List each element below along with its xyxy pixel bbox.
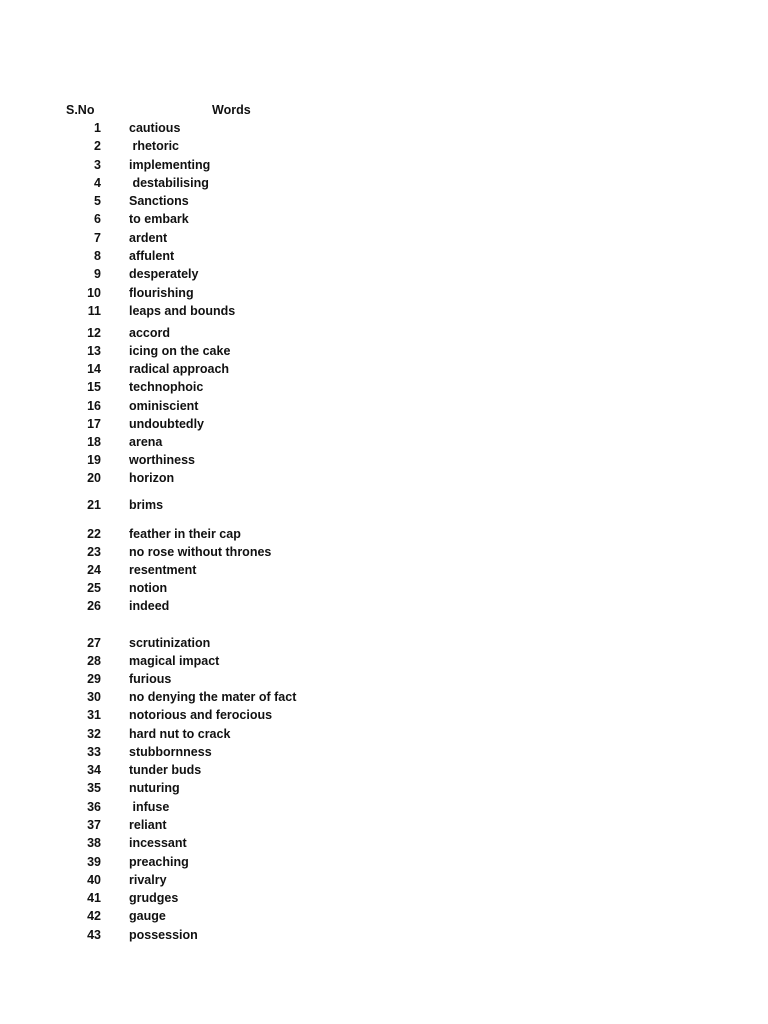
table-row [0, 653, 768, 669]
table-row [0, 325, 768, 341]
row-word: worthiness [129, 453, 195, 467]
row-number: 40 [87, 873, 101, 887]
row-word: Sanctions [129, 194, 189, 208]
row-number: 36 [87, 800, 101, 814]
row-number: 8 [94, 249, 101, 263]
row-number: 22 [87, 527, 101, 541]
table-row [0, 598, 768, 614]
table-row [0, 379, 768, 395]
row-word: possession [129, 928, 198, 942]
table-row [0, 544, 768, 560]
row-word: technophoic [129, 380, 204, 394]
row-word: icing on the cake [129, 344, 231, 358]
row-word: cautious [129, 121, 181, 135]
row-word: ardent [129, 231, 168, 245]
row-word: notorious and ferocious [129, 708, 273, 722]
table-row [0, 635, 768, 651]
table-row [0, 193, 768, 209]
row-number: 38 [87, 836, 101, 850]
row-number: 11 [87, 304, 101, 318]
row-number: 1 [94, 121, 101, 135]
row-number: 5 [94, 194, 101, 208]
row-word: to embark [129, 212, 189, 226]
row-number: 14 [87, 362, 101, 376]
row-number: 41 [87, 891, 101, 905]
row-word: notion [129, 581, 168, 595]
table-row [0, 248, 768, 264]
table-row [0, 707, 768, 723]
row-word: radical approach [129, 362, 230, 376]
table-row [0, 266, 768, 282]
row-number: 29 [87, 672, 101, 686]
table-row [0, 780, 768, 796]
row-word: furious [129, 672, 172, 686]
table-row [0, 285, 768, 301]
row-number: 24 [87, 563, 101, 577]
table-row [0, 817, 768, 833]
table-row [0, 452, 768, 468]
row-number: 35 [87, 781, 101, 795]
row-number: 2 [94, 139, 101, 153]
row-word: indeed [129, 599, 170, 613]
table-row [0, 744, 768, 760]
row-word: gauge [129, 909, 166, 923]
table-row [0, 138, 768, 154]
table-row [0, 562, 768, 578]
row-number: 4 [94, 176, 101, 190]
row-word: undoubtedly [129, 417, 204, 431]
table-row [0, 175, 768, 191]
row-number: 23 [87, 545, 101, 559]
row-word: stubbornness [129, 745, 212, 759]
table-row [0, 526, 768, 542]
row-number: 33 [87, 745, 101, 759]
row-number: 12 [87, 326, 101, 340]
row-number: 32 [87, 727, 101, 741]
table-row [0, 671, 768, 687]
table-row [0, 470, 768, 486]
row-word: destabilising [129, 176, 209, 190]
row-word: desperately [129, 267, 199, 281]
row-word: magical impact [129, 654, 220, 668]
row-word: no rose without thrones [129, 545, 272, 559]
row-number: 31 [87, 708, 101, 722]
row-word: preaching [129, 855, 189, 869]
row-number: 10 [87, 286, 101, 300]
table-row [0, 890, 768, 906]
table-row [0, 835, 768, 851]
row-word: horizon [129, 471, 175, 485]
row-word: implementing [129, 158, 211, 172]
row-number: 27 [87, 636, 101, 650]
row-number: 39 [87, 855, 101, 869]
row-number: 26 [87, 599, 101, 613]
row-word: scrutinization [129, 636, 211, 650]
row-word: nuturing [129, 781, 180, 795]
row-number: 19 [87, 453, 101, 467]
table-row [0, 908, 768, 924]
row-number: 6 [94, 212, 101, 226]
table-row [0, 398, 768, 414]
row-word: resentment [129, 563, 197, 577]
row-number: 13 [87, 344, 101, 358]
row-word: reliant [129, 818, 167, 832]
table-row [0, 211, 768, 227]
row-word: feather in their cap [129, 527, 241, 541]
table-row [0, 120, 768, 136]
row-word: rivalry [129, 873, 167, 887]
row-number: 21 [87, 498, 101, 512]
row-number: 28 [87, 654, 101, 668]
row-word: incessant [129, 836, 187, 850]
row-number: 15 [87, 380, 101, 394]
row-number: 37 [87, 818, 101, 832]
table-row [0, 580, 768, 596]
row-word: hard nut to crack [129, 727, 231, 741]
row-word: tunder buds [129, 763, 202, 777]
row-word: accord [129, 326, 170, 340]
table-row [0, 927, 768, 943]
row-number: 16 [87, 399, 101, 413]
table-row [0, 343, 768, 359]
table-row [0, 689, 768, 705]
row-word: arena [129, 435, 163, 449]
row-word: grudges [129, 891, 179, 905]
table-row [0, 762, 768, 778]
row-word: no denying the mater of fact [129, 690, 297, 704]
table-row [0, 157, 768, 173]
row-number: 20 [87, 471, 101, 485]
table-row [0, 361, 768, 377]
row-word: infuse [129, 800, 170, 814]
sno-column-header: S.No [66, 103, 95, 117]
row-word: rhetoric [129, 139, 180, 153]
table-row [0, 854, 768, 870]
row-number: 25 [87, 581, 101, 595]
row-number: 9 [94, 267, 101, 281]
row-number: 43 [87, 928, 101, 942]
row-word: ominiscient [129, 399, 199, 413]
table-row [0, 872, 768, 888]
table-row [0, 497, 768, 513]
table-row [0, 230, 768, 246]
row-number: 30 [87, 690, 101, 704]
row-number: 18 [87, 435, 101, 449]
table-row [0, 303, 768, 319]
row-number: 7 [94, 231, 101, 245]
table-row [0, 434, 768, 450]
table-row [0, 726, 768, 742]
row-word: affulent [129, 249, 175, 263]
row-number: 42 [87, 909, 101, 923]
table-row [0, 799, 768, 815]
row-word: flourishing [129, 286, 194, 300]
row-word: brims [129, 498, 164, 512]
row-number: 3 [94, 158, 101, 172]
row-number: 34 [87, 763, 101, 777]
table-row [0, 416, 768, 432]
words-column-header: Words [212, 103, 251, 117]
row-number: 17 [87, 417, 101, 431]
row-word: leaps and bounds [129, 304, 236, 318]
